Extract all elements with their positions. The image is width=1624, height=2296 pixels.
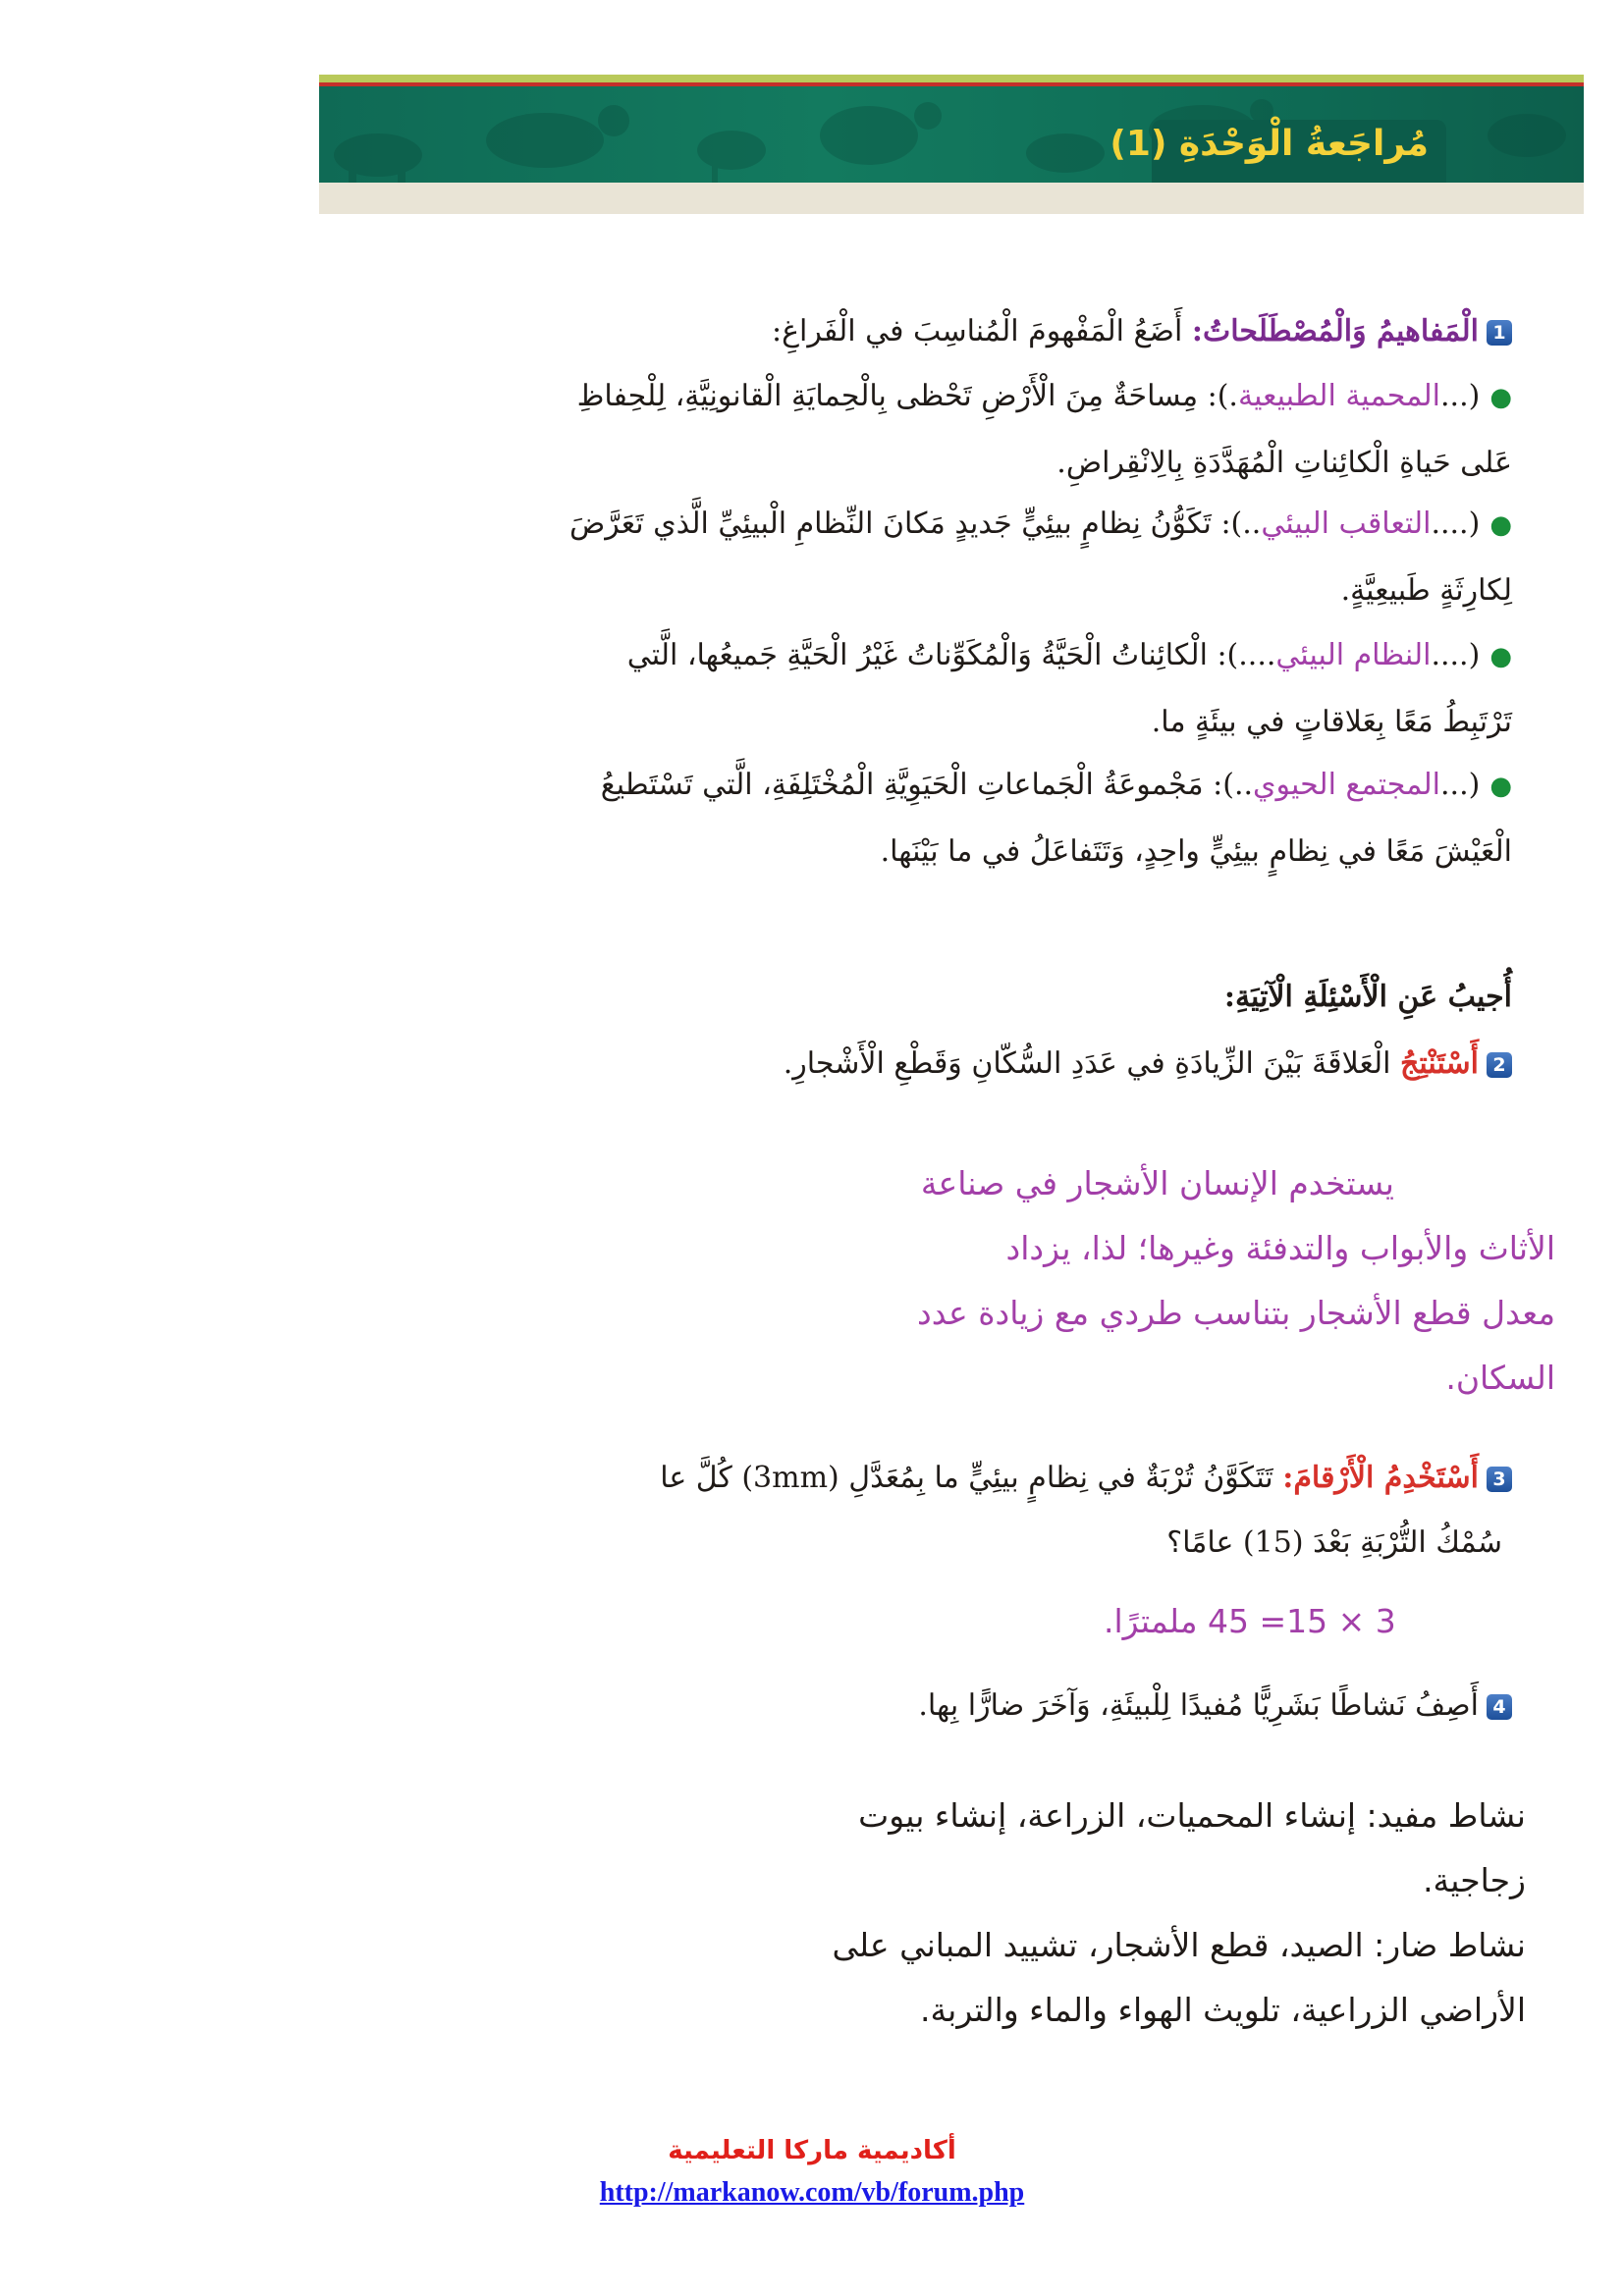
blank-close: ..):	[1213, 768, 1254, 802]
q2-answer-line-1: يستخدم الإنسان الأشجار في صناعة	[920, 1164, 1394, 1202]
blank-close: .):	[1207, 379, 1238, 413]
banner-top-stripe	[319, 75, 1584, 82]
q1-instruction: أَضَعُ الْمَفْهومَ الْمُناسِبَ في الْفَراغِ:	[772, 314, 1183, 348]
q3-verb: أَسْتَخْدِمُ الْأَرْقامَ:	[1282, 1461, 1479, 1495]
bullet-icon: ●	[1489, 642, 1512, 671]
q3-line-1	[660, 1459, 1512, 1498]
q4-answer-line-3: نشاط ضار: الصيد، قطع الأشجار، تشييد المباني على	[832, 1926, 1526, 1964]
blank-open: (...	[1440, 768, 1481, 802]
question-number-badge: 4	[1487, 1694, 1512, 1720]
q1-item-1-text: مِساحَةٌ مِنَ الْأَرْضِ تَحْظى بِالْحِمايَةِ الْقانونِيَّةِ، لِلْحِفاظِ	[576, 379, 1199, 413]
bullet-icon: ●	[1489, 772, 1512, 801]
bullet-icon: ●	[1489, 510, 1512, 540]
q1-item-3-text: الْكائِناتُ الْحَيَّةُ وَالْمُكَوِّناتُ غَيْرُ الْحَيَّةِ جَميعُها، الَّتي	[626, 638, 1208, 672]
q4-text: أَصِفُ نَشاطًا بَشَرِيًّا مُفيدًا لِلْبيئَةِ، وَآخَرَ ضارًّا بِها.	[918, 1688, 1479, 1723]
bullet-icon: ●	[1489, 383, 1512, 412]
q1-item-4-line-2: الْعَيْشَ مَعًا في نِظامٍ بيئِيٍّ واحِدٍ، وَتَتَفاعَلُ في ما بَيْنَها.	[880, 834, 1512, 869]
q2-text: الْعَلاقَةَ بَيْنَ الزِّيادَةِ في عَدَدِ السُّكّانِ وَقَطْعِ الْأَشْجارِ.	[783, 1046, 1391, 1081]
q2-verb: أَسْتَنْتِجُ	[1400, 1046, 1479, 1081]
q1-item-4-line-1	[601, 766, 1512, 806]
question-number-badge: 1	[1487, 320, 1512, 346]
blank-open: (....	[1431, 507, 1481, 541]
q1-heading-line	[772, 312, 1512, 351]
q3-line-2: سُمْكُ التُّرْبَةِ بَعْدَ (15) عامًا؟	[1166, 1525, 1502, 1560]
answer-questions-heading: أُجيبُ عَنِ الْأَسْئِلَةِ الْآتِيَةِ:	[1223, 980, 1512, 1014]
unit-review-banner	[319, 75, 1584, 214]
blank-open: (....	[1431, 638, 1481, 672]
question-number-badge: 2	[1487, 1052, 1512, 1078]
q1-item-1-line-1	[577, 377, 1512, 417]
title-tab	[1110, 120, 1446, 183]
q2-answer-line-4: السكان.	[1445, 1359, 1555, 1397]
q1-item-4-answer: المجتمع الحيوي	[1253, 768, 1440, 802]
q1-item-1-line-2: عَلى حَياةِ الْكائِناتِ الْمُهَدَّدَةِ بِالِانْقِراضِ.	[1056, 446, 1512, 480]
q4-answer-line-1: نشاط مفيد: إنشاء المحميات، الزراعة، إنشاء بيوت	[858, 1796, 1526, 1835]
page-title: مُراجَعةُ الْوَحْدَةِ (1)	[1110, 124, 1429, 164]
q3-text-1: تَتَكَوَّنُ تُرْبَةٌ في نِظامٍ بيئِيٍّ ما بِمُعَدَّلِ (3mm) كُلَّ عا	[660, 1461, 1273, 1495]
q1-item-2-text: تَكَوُّنُ نِظامٍ بيئِيٍّ جَديدٍ مَكانَ النِّظامِ الْبيئِيِّ الَّذي تَعَرَّضَ	[568, 507, 1212, 541]
q2-answer-line-2: الأثاث والأبواب والتدفئة وغيرها؛ لذا، يزداد	[1005, 1229, 1555, 1267]
q1-item-3-answer: النظام البيئي	[1275, 638, 1432, 672]
q1-item-1-answer: المحمية الطبيعية	[1237, 379, 1440, 413]
footer-academy-name: أكاديمية ماركا التعليمية	[668, 2136, 956, 2165]
question-number-badge: 3	[1487, 1467, 1512, 1492]
blank-close: ....):	[1217, 638, 1276, 672]
q1-heading: الْمَفاهيمُ وَالْمُصْطَلَحاتُ:	[1191, 314, 1479, 348]
q1-item-2-line-1	[569, 505, 1512, 545]
q3-answer: 3 × 15= 45 ملمترًا.	[1104, 1602, 1396, 1640]
footer-forum-link[interactable]: http://markanow.com/vb/forum.php	[599, 2177, 1025, 2208]
q1-item-4-text: مَجْموعَةُ الْجَماعاتِ الْحَيَوِيَّةِ الْمُخْتَلِفَةِ، الَّتي تَسْتَطيعُ	[600, 768, 1204, 802]
blank-close: ..):	[1220, 507, 1262, 541]
q1-item-3-line-2: تَرْتَبِطُ مَعًا بِعَلاقاتٍ في بيئَةٍ ما.	[1151, 705, 1512, 739]
blank-open: (...	[1440, 379, 1481, 413]
footer-link-wrapper	[0, 2177, 1624, 2209]
q2-answer-line-3: معدل قطع الأشجار بتناسب طردي مع زيادة عدد	[917, 1294, 1555, 1332]
q4-answer-line-4: الأراضي الزراعية، تلويث الهواء والماء والتربة.	[919, 1991, 1526, 2029]
q1-item-3-line-1	[627, 636, 1512, 676]
q4-answer-line-2: زجاجية.	[1423, 1861, 1526, 1899]
q1-item-2-line-2: لِكارِثَةٍ طَبيعِيَّةٍ.	[1340, 573, 1512, 608]
q4-line	[918, 1686, 1512, 1726]
banner-beige-band	[319, 183, 1584, 214]
q2-line	[784, 1044, 1512, 1084]
q1-item-2-answer: التعاقب البيئي	[1261, 507, 1432, 541]
